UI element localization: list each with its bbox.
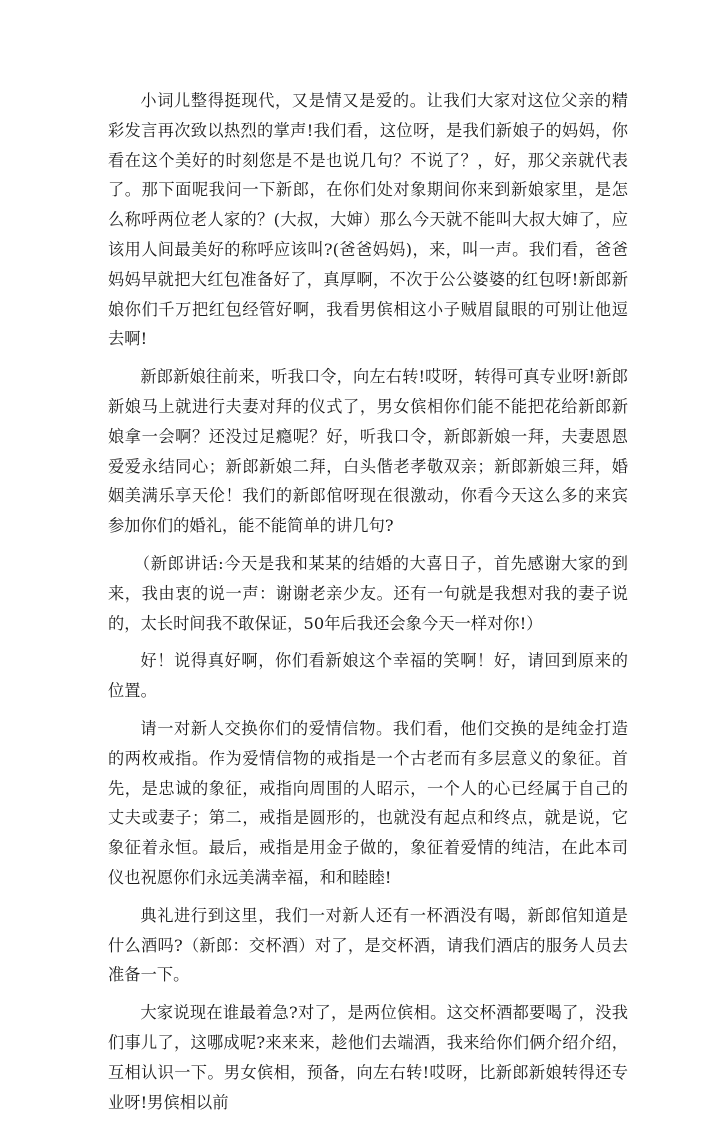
paragraph-1: 小词儿整得挺现代，又是情又是爱的。让我们大家对这位父亲的精彩发言再次致以热烈的掌声!我们看，这位呀，是我们新娘子的妈妈，你看在这个美好的时刻您是不是也说几句？不说了？，好，那父亲就代表了。那下面呢我问一下新郎，在你们处对象期间你来到新娘家里，是怎么称呼两位老人家的？(大叔，大婶）那么今天就不能叫大叔大婶了，应该用人间最美好的称呼应该叫?(爸爸妈妈)，来，叫一声。我们看，爸爸妈妈早就把大红包准备好了，真厚啊，不次于公公婆婆的红包呀!新郎新娘你们千万把红包经管好啊，我看男傧相这小子贼眉鼠眼的可别让他逗去啊! xyxy=(108,91,628,349)
document-page xyxy=(108,86,628,1125)
paragraph-2: 新郎新娘往前来，听我口令，向左右转!哎呀，转得可真专业呀!新郎新娘马上就进行夫妻对拜的仪式了，男女傧相你们能不能把花给新郎新娘拿一会啊？还没过足瘾呢？好，听我口令，新郎新娘一拜，夫妻恩恩爱爱永结同心；新郎新娘二拜，白头偕老孝敬双亲；新郎新娘三拜，婚姻美满乐享天伦！我们的新郎倌呀现在很激动，你看今天这么多的来宾参加你们的婚礼，能不能简单的讲几句? xyxy=(108,367,628,536)
paragraph-4: 好！说得真好啊，你们看新娘这个幸福的笑啊！好，请回到原来的位置。 xyxy=(108,651,628,701)
paragraph-5: 请一对新人交换你们的爱情信物。我们看，他们交换的是纯金打造的两枚戒指。作为爱情信物的戒指是一个古老而有多层意义的象征。首先，是忠诚的象征，戒指向周围的人昭示，一个人的心已经属于自己的丈夫或妻子；第二，戒指是圆形的，也就没有起点和终点，就是说，它象征着永恒。最后，戒指是用金子做的，象征着爱情的纯洁，在此本司仪也祝愿你们永远美满幸福，和和睦睦! xyxy=(108,718,628,887)
paragraph-7: 大家说现在谁最着急?对了，是两位傧相。这交杯酒都要喝了，没我们事儿了，这哪成呢?来来来，趁他们去端酒，我来给你们俩介绍介绍，互相认识一下。男女傧相，预备，向左右转!哎呀，比新郎新娘转得还专业呀!男傧相以前 xyxy=(108,1003,628,1112)
paragraph-6: 典礼进行到这里，我们一对新人还有一杯酒没有喝，新郎倌知道是什么酒吗?（新郎：交杯酒）对了，是交杯酒，请我们酒店的服务人员去准备一下。 xyxy=(108,905,628,985)
paragraph-3-groom-speech: （新郎讲话:今天是我和某某的结婚的大喜日子，首先感谢大家的到来，我由衷的说一声：谢谢老亲少友。还有一句就是我想对我的妻子说的，太长时间我不敢保证，50年后我还会象今天一样对你!） xyxy=(108,553,628,633)
